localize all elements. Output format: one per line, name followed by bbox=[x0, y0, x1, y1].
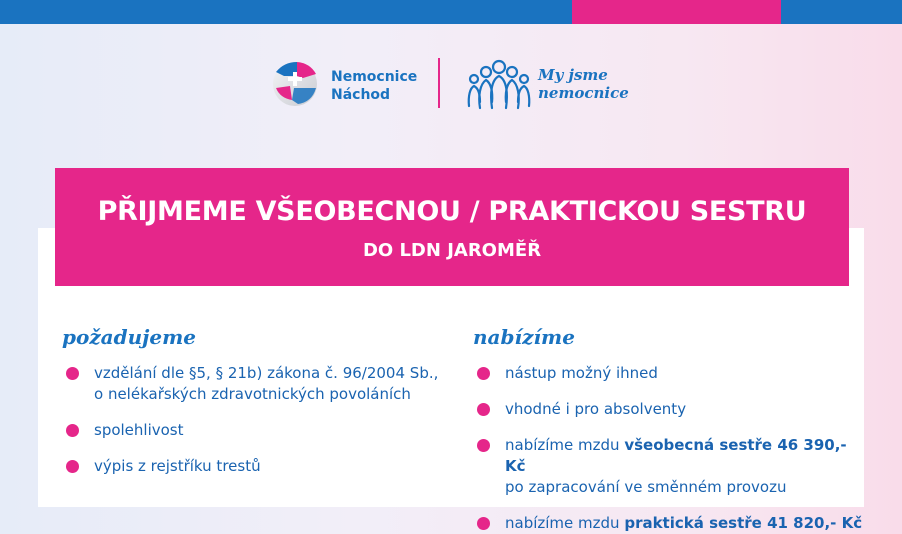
logo-b-line1: My jsme bbox=[538, 66, 608, 84]
bullet-dot-icon bbox=[477, 517, 490, 530]
offers-column bbox=[473, 323, 863, 534]
list-item-text-line2: po zapracování ve směnném provozu bbox=[505, 478, 787, 496]
offers-list bbox=[473, 363, 863, 534]
list-item-text: vzdělání dle §5, § 21b) zákona č. 96/2004 Sb., bbox=[94, 364, 439, 382]
nemocnice-nachod-wordmark bbox=[331, 68, 417, 104]
list-item-text: vhodné i pro absolventy bbox=[505, 400, 687, 418]
list-item bbox=[473, 363, 863, 384]
bullet-dot-icon bbox=[66, 424, 79, 437]
bullet-dot-icon bbox=[66, 367, 79, 380]
list-item bbox=[473, 399, 863, 420]
salary-highlight: všeobecná sestře 46 390,- Kč bbox=[505, 436, 847, 475]
bullet-dot-icon bbox=[477, 367, 490, 380]
list-item bbox=[62, 420, 442, 441]
list-item-text: nástup možný ihned bbox=[505, 364, 658, 382]
list-item bbox=[62, 456, 442, 477]
logo-text-line2: Náchod bbox=[331, 87, 391, 103]
logo-text-line1: Nemocnice bbox=[331, 69, 418, 85]
list-item bbox=[62, 363, 442, 405]
headline-title: PŘIJMEME VŠEOBECNOU / PRAKTICKOU SESTRU bbox=[97, 196, 807, 227]
bullet-dot-icon bbox=[477, 403, 490, 416]
list-item-text: nabízíme mzdu bbox=[505, 514, 625, 532]
requirements-heading: požadujeme bbox=[62, 325, 197, 349]
bullet-dot-icon bbox=[66, 460, 79, 473]
list-item bbox=[473, 513, 863, 534]
offers-heading: nabízíme bbox=[473, 325, 575, 349]
top-color-bar-accent bbox=[572, 0, 781, 24]
people-group-icon bbox=[464, 58, 534, 110]
logo-divider bbox=[438, 58, 440, 108]
salary-highlight: praktická sestře 41 820,- Kč bbox=[624, 514, 863, 532]
list-item-text: nabízíme mzdu bbox=[505, 436, 625, 454]
top-color-bar bbox=[0, 0, 902, 24]
logo-b-line2: nemocnice bbox=[538, 84, 629, 102]
my-jsme-nemocnice-wordmark bbox=[538, 66, 629, 102]
list-item bbox=[473, 435, 863, 498]
headline-banner bbox=[55, 168, 849, 286]
requirements-list bbox=[62, 363, 442, 477]
logo-header bbox=[0, 56, 902, 112]
list-item-text-line2: o nelékařských zdravotnických povoláních bbox=[94, 385, 411, 403]
bullet-dot-icon bbox=[477, 439, 490, 452]
nemocnice-nachod-logo-icon bbox=[270, 58, 320, 108]
list-item-text: spolehlivost bbox=[94, 421, 184, 439]
list-item-text: výpis z rejstříku trestů bbox=[94, 457, 261, 475]
headline-subtitle: DO LDN JAROMĚŘ bbox=[362, 240, 542, 261]
requirements-column bbox=[62, 323, 442, 477]
